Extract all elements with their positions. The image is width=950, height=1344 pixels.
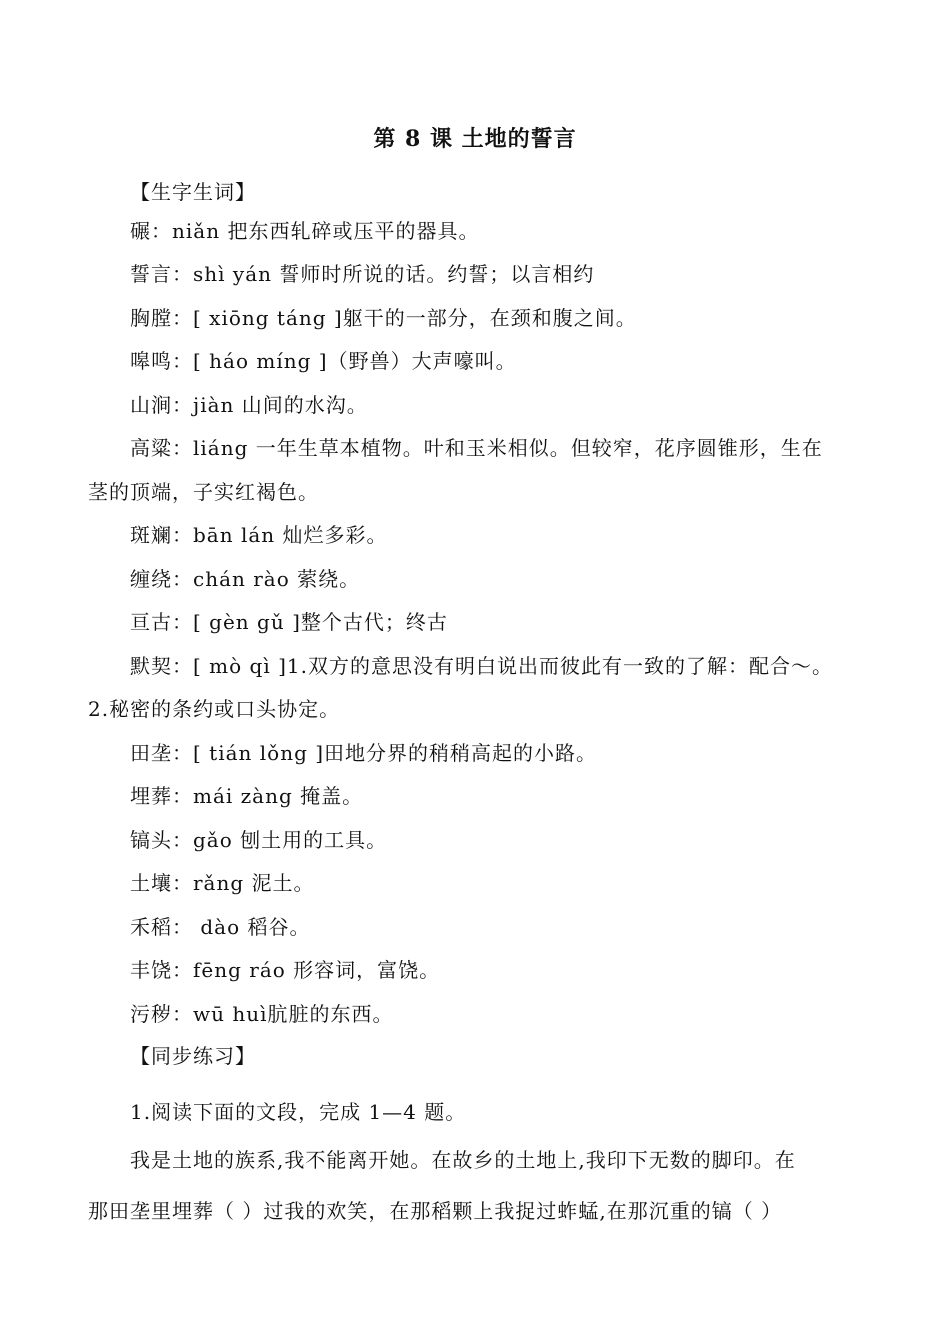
practice-question: 1.阅读下面的文段，完成 1—4 题。 [130, 1100, 467, 1124]
section-heading-vocab: 【生字生词】 [130, 180, 256, 204]
vocab-entry: 誓言：shì yán 誓师时所说的话。约誓；以言相约 [130, 262, 595, 286]
practice-passage-line: 我是土地的族系,我不能离开她。在故乡的土地上,我印下无数的脚印。在 [130, 1148, 796, 1172]
vocab-entry: 默契：[ mò qì ]1.双方的意思没有明白说出而彼此有一致的了解：配合～。 [130, 654, 833, 678]
vocab-entry: 高粱：liáng 一年生草本植物。叶和玉米相似。但较窄，花序圆锥形，生在 [130, 436, 823, 460]
vocab-entry-continuation: 茎的顶端，子实红褐色。 [88, 480, 319, 504]
vocab-entry: 镐头：gǎo 刨土用的工具。 [130, 828, 388, 852]
vocab-entry: 禾稻： dào 稻谷。 [130, 915, 311, 939]
vocab-entry: 田垄：[ tián lǒng ]田地分界的稍稍高起的小路。 [130, 741, 598, 765]
vocab-entry: 埋葬：mái zàng 掩盖。 [130, 784, 364, 808]
vocab-entry: 污秽：wū huì肮脏的东西。 [130, 1002, 394, 1026]
vocab-entry: 山涧：jiàn 山间的水沟。 [130, 393, 368, 417]
vocab-entry-continuation: 2.秘密的条约或口头协定。 [88, 697, 341, 721]
vocab-entry: 斑斓：bān lán 灿烂多彩。 [130, 523, 388, 547]
vocab-entry: 缠绕：chán rào 萦绕。 [130, 567, 361, 591]
vocab-entry: 嗥鸣：[ háo míng ]（野兽）大声嚎叫。 [130, 349, 517, 373]
page-title: 第 8 课 土地的誓言 [373, 126, 577, 152]
section-heading-practice: 【同步练习】 [130, 1044, 256, 1068]
vocab-entry: 胸膛：[ xiōng táng ]躯干的一部分，在颈和腹之间。 [130, 306, 637, 330]
practice-passage-line: 那田垄里埋葬（ ）过我的欢笑，在那稻颗上我捉过蚱蜢,在那沉重的镐（ ） [88, 1199, 783, 1223]
vocab-entry: 土壤：rǎng 泥土。 [130, 871, 315, 895]
vocab-entry: 亘古：[ gèn gǔ ]整个古代；终古 [130, 610, 448, 634]
vocab-entry: 丰饶：fēng ráo 形容词，富饶。 [130, 958, 441, 982]
vocab-entry: 碾：niǎn 把东西轧碎或压平的器具。 [130, 219, 480, 243]
